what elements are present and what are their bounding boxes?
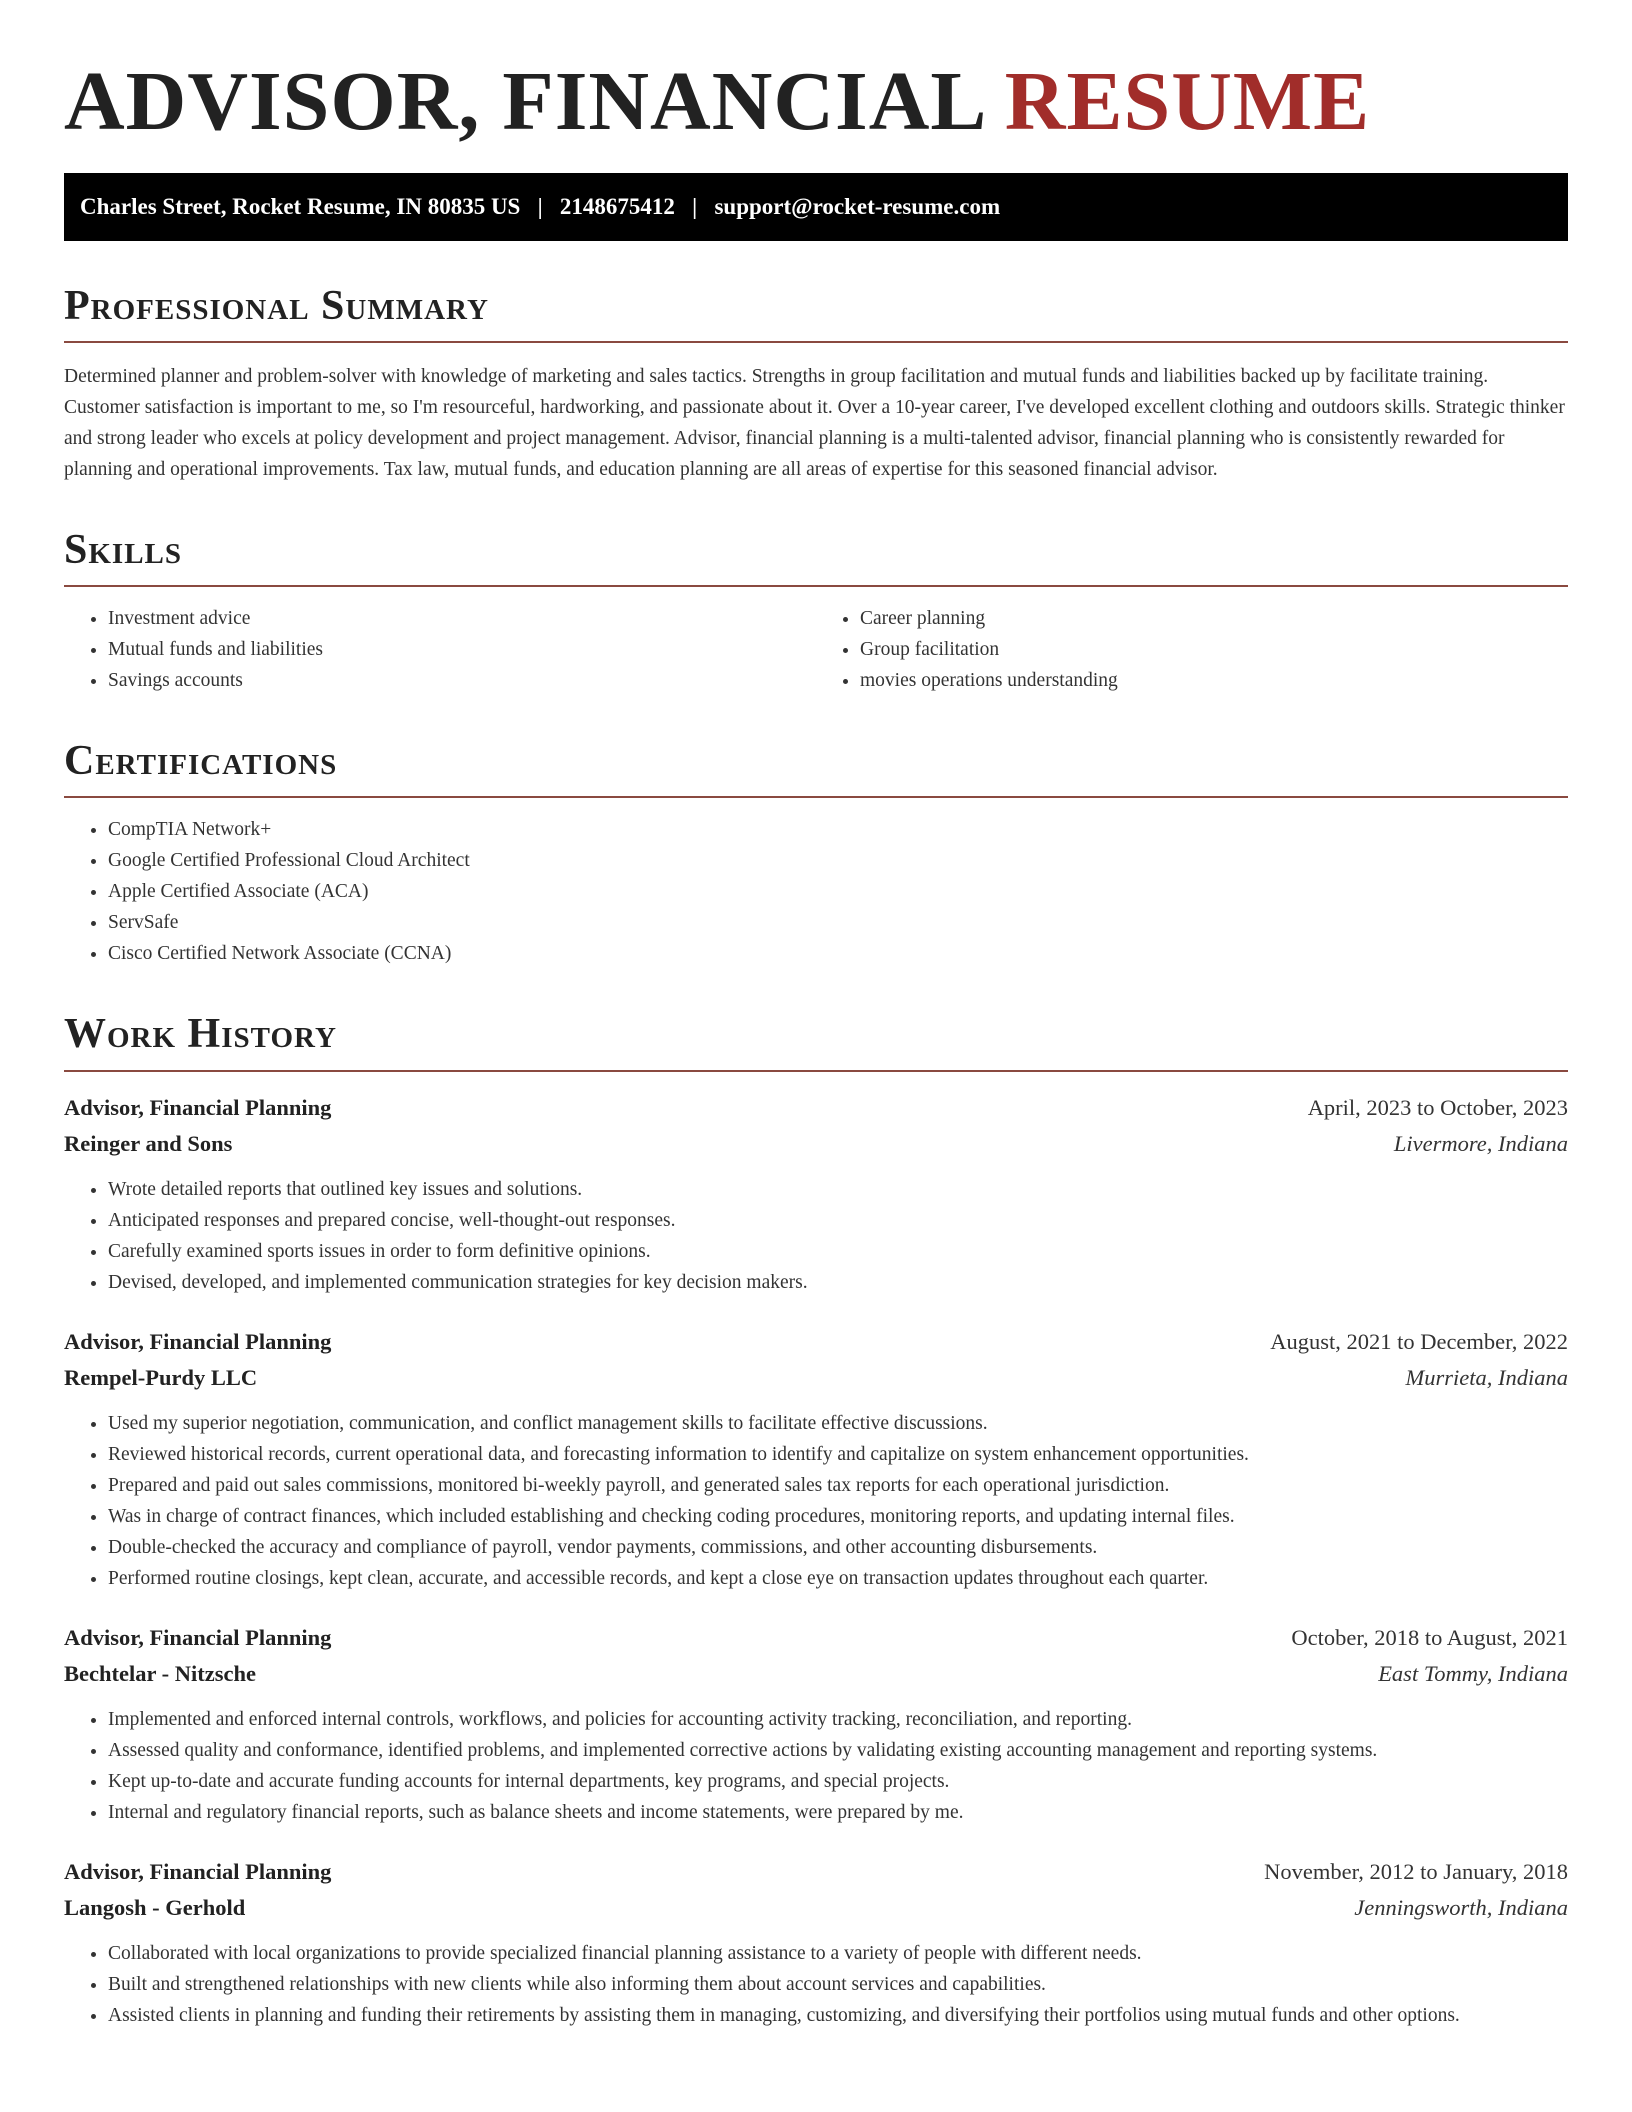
job-duty: • Kept up-to-date and accurate funding accounts for internal departments, key programs, and special projects. [108, 1766, 1568, 1797]
work-history-section [64, 1011, 1568, 2030]
skill-item: • Investment advice [108, 603, 816, 634]
job-duty: • Prepared and paid out sales commissions, monitored bi-weekly payroll, and generated sales tax reports for each operational jurisdiction. [108, 1470, 1568, 1501]
job-header-row [64, 1324, 1568, 1360]
job-duties-list [64, 1408, 1568, 1594]
contact-info: Charles Street, Rocket Resume, IN 80835 US | 2148675412 | support@rocket-resume.com [80, 193, 1001, 219]
job-entry [64, 1324, 1568, 1594]
job-location: East Tommy, Indiana [1378, 1660, 1568, 1686]
certifications-heading: Certifications [64, 738, 1568, 798]
job-duty: • Reviewed historical records, current operational data, and forecasting information to identify and capitalize on system enhancement opportunities. [108, 1439, 1568, 1470]
job-title: Advisor, Financial Planning [64, 1624, 332, 1650]
job-dates: April, 2023 to October, 2023 [1307, 1094, 1568, 1120]
job-company-row [64, 1126, 1568, 1162]
certifications-section [64, 738, 1568, 969]
job-location: Jenningsworth, Indiana [1354, 1894, 1568, 1920]
skill-item: • Group facilitation [860, 634, 1568, 665]
job-title: Advisor, Financial Planning [64, 1328, 332, 1354]
certifications-list [64, 814, 1568, 969]
work-history-heading: Work History [64, 1011, 1568, 1071]
summary-heading: Professional Summary [64, 283, 1568, 343]
certification-item: • Cisco Certified Network Associate (CCNA) [108, 938, 1568, 969]
job-location: Livermore, Indiana [1393, 1130, 1568, 1156]
job-company: Rempel-Purdy LLC [64, 1364, 258, 1390]
skills-grid [64, 603, 1568, 696]
resume-title-main: ADVISOR, FINANCIAL [64, 55, 983, 148]
job-duty: • Anticipated responses and prepared concise, well-thought-out responses. [108, 1205, 1568, 1236]
job-company: Langosh - Gerhold [64, 1894, 246, 1920]
certification-item: • CompTIA Network+ [108, 814, 1568, 845]
summary-section [64, 283, 1568, 485]
skill-item: • Career planning [860, 603, 1568, 634]
job-duty: • Wrote detailed reports that outlined key issues and solutions. [108, 1174, 1568, 1205]
certification-item: • Google Certified Professional Cloud Architect [108, 845, 1568, 876]
job-header-row [64, 1620, 1568, 1656]
job-location: Murrieta, Indiana [1405, 1364, 1568, 1390]
job-company: Reinger and Sons [64, 1130, 233, 1156]
job-title: Advisor, Financial Planning [64, 1858, 332, 1884]
summary-text: Determined planner and problem-solver with knowledge of marketing and sales tactics. Strengths in group facilitation and mutual funds and liabilities backed up by facilitate training. Customer satisfaction is important to me, so I'm resourceful, hardworking, and passionate about it. Over a 10-year career, I've developed excellent clothing and outdoors skills. Strategic thinker and strong leader who excels at policy development and project management. Advisor, financial planning is a multi-talented advisor, financial planning who is consistently rewarded for planning and operational improvements. Tax law, mutual funds, and education planning are all areas of expertise for this seasoned financial advisor. [64, 365, 1565, 480]
skills-list-left [64, 603, 816, 696]
job-duties-list [64, 1174, 1568, 1298]
job-entry [64, 1620, 1568, 1828]
job-duty: • Used my superior negotiation, communication, and conflict management skills to facilitate effective discussions. [108, 1408, 1568, 1439]
job-duty: • Internal and regulatory financial reports, such as balance sheets and income statements, were prepared by me. [108, 1797, 1568, 1828]
skills-section [64, 527, 1568, 696]
skill-item: • movies operations understanding [860, 665, 1568, 696]
skill-item: • Savings accounts [108, 665, 816, 696]
job-dates: August, 2021 to December, 2022 [1270, 1328, 1568, 1354]
job-entry [64, 1854, 1568, 2031]
certification-item: • Apple Certified Associate (ACA) [108, 876, 1568, 907]
job-duty: • Performed routine closings, kept clean, accurate, and accessible records, and kept a close eye on transaction updates throughout each quarter. [108, 1563, 1568, 1594]
job-entry [64, 1090, 1568, 1298]
job-company-row [64, 1656, 1568, 1692]
contact-bar [64, 173, 1568, 241]
resume-title-accent: RESUME [1004, 55, 1371, 148]
skills-list-right [816, 603, 1568, 696]
job-header-row [64, 1854, 1568, 1890]
job-duty: • Implemented and enforced internal controls, workflows, and policies for accounting activity tracking, reconciliation, and reporting. [108, 1704, 1568, 1735]
resume-title [64, 52, 1568, 153]
job-duty: • Double-checked the accuracy and compliance of payroll, vendor payments, commissions, and other accounting disbursements. [108, 1532, 1568, 1563]
job-header-row [64, 1090, 1568, 1126]
job-duty: • Devised, developed, and implemented communication strategies for key decision makers. [108, 1267, 1568, 1298]
job-company-row [64, 1360, 1568, 1396]
job-duties-list [64, 1704, 1568, 1828]
job-dates: October, 2018 to August, 2021 [1291, 1624, 1568, 1650]
job-company-row [64, 1890, 1568, 1926]
job-duties-list [64, 1938, 1568, 2031]
job-dates: November, 2012 to January, 2018 [1264, 1858, 1568, 1884]
skill-item: • Mutual funds and liabilities [108, 634, 816, 665]
job-duty: • Assessed quality and conformance, identified problems, and implemented corrective actions by validating existing accounting management and reporting systems. [108, 1735, 1568, 1766]
job-duty: • Collaborated with local organizations to provide specialized financial planning assistance to a variety of people with different needs. [108, 1938, 1568, 1969]
job-duty: • Was in charge of contract finances, which included establishing and checking coding procedures, monitoring reports, and updating internal files. [108, 1501, 1568, 1532]
job-duty: • Assisted clients in planning and funding their retirements by assisting them in managing, customizing, and diversifying their portfolios using mutual funds and other options. [108, 2000, 1568, 2031]
job-company: Bechtelar - Nitzsche [64, 1660, 257, 1686]
skills-heading: Skills [64, 527, 1568, 587]
job-duty: • Carefully examined sports issues in order to form definitive opinions. [108, 1236, 1568, 1267]
certification-item: • ServSafe [108, 907, 1568, 938]
job-title: Advisor, Financial Planning [64, 1094, 332, 1120]
job-duty: • Built and strengthened relationships with new clients while also informing them about account services and capabilities. [108, 1969, 1568, 2000]
